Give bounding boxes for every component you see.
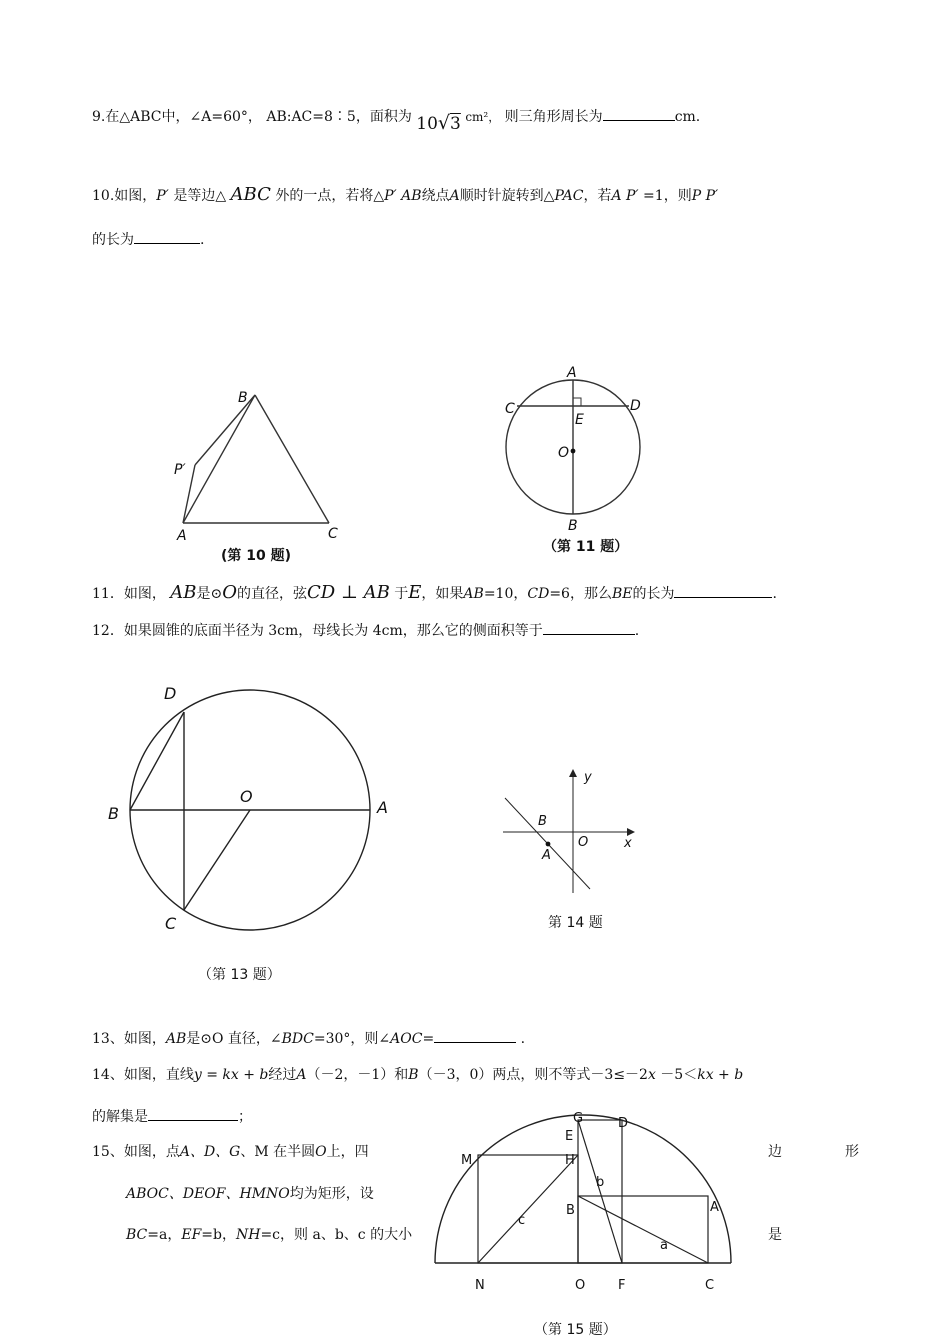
q11-text: AB — [170, 582, 197, 603]
fig15-label-b-side: b — [596, 1175, 605, 1190]
q15-text: =b， — [201, 1227, 236, 1243]
fig15-label-f: F — [618, 1278, 626, 1293]
q12-answer-blank[interactable] — [543, 620, 635, 635]
q15-text: 是 — [768, 1227, 782, 1243]
question-11 — [92, 582, 777, 603]
q10-answer-blank[interactable] — [134, 229, 200, 244]
fig10-label-c: C — [328, 526, 338, 542]
figure-11 — [495, 362, 665, 562]
fig13-caption: （第 13 题） — [198, 967, 281, 983]
q15-text: ABOC、DEOF、HMNO — [126, 1186, 290, 1202]
q14-text: kx + b — [697, 1067, 744, 1083]
q9-text: 则三角形周长为 — [500, 109, 603, 125]
fig14-point-a — [546, 842, 551, 847]
figure-14 — [495, 765, 655, 940]
q11-text: 11．如图， — [92, 586, 166, 602]
fig10-caption: (第 10 题) — [221, 548, 292, 564]
fig15-label-a-side: a — [660, 1238, 668, 1253]
q15-text: 15、如图，点 — [92, 1144, 180, 1160]
q15-text: =c，则 a、b、c 的大小 — [260, 1227, 413, 1243]
q10-text: P′ — [156, 188, 169, 204]
fig13-label-a: A — [377, 798, 388, 817]
q14-text: －5＜ — [655, 1067, 698, 1083]
fig10-label-p: P′ — [174, 462, 186, 478]
q13-text: BDC — [281, 1031, 314, 1047]
fig13-segment-db — [130, 712, 184, 810]
fig10-segment — [255, 395, 329, 523]
fig13-label-c: C — [165, 914, 177, 933]
q9-text: cm. — [674, 109, 701, 125]
fig15-label-a: A — [710, 1200, 719, 1215]
q13-text: 是⊙O 直径，∠ — [186, 1031, 282, 1047]
q14-text: （－3，0）两点，则不等式－3≤－2 — [418, 1067, 648, 1083]
q14-text: A — [296, 1067, 307, 1083]
q11-text: CD — [527, 586, 550, 602]
q13-text: AB — [165, 1031, 187, 1047]
q9-answer-blank[interactable] — [603, 106, 675, 121]
q15-text: 边 — [768, 1144, 782, 1160]
q14-text: （－2，－1）和 — [306, 1067, 409, 1083]
q10-text: P′ AB — [384, 188, 422, 204]
q15-text: NH — [235, 1227, 261, 1243]
q10-text: PAC — [554, 188, 584, 204]
q14-text: B — [408, 1067, 419, 1083]
fig11-label-c: C — [505, 401, 515, 417]
q14-text: y = kx + b — [193, 1067, 269, 1083]
q15-text: =a， — [147, 1227, 182, 1243]
q13-text: 13、如图， — [92, 1031, 166, 1047]
q10-text: 外的一点，若将△ — [270, 188, 385, 204]
question-9 — [92, 104, 701, 134]
figure-10 — [165, 380, 365, 570]
fig15-segment-nh — [478, 1155, 578, 1263]
fig10-label-b: B — [238, 390, 248, 406]
fig15-label-n: N — [475, 1278, 485, 1293]
q9-text: 9.在△ABC — [92, 109, 162, 125]
question-15 — [92, 1141, 369, 1161]
q15-text: A、D、G — [179, 1144, 241, 1160]
fig13-label-d: D — [164, 684, 177, 703]
fig11-center-dot — [571, 449, 576, 454]
q11-text: =6，那么 — [549, 586, 612, 602]
q15-text: 上，四 — [326, 1144, 369, 1160]
fig11-right-angle-mark — [573, 398, 581, 406]
q11-text: 的直径，弦 — [237, 586, 308, 602]
fig14-label-b: B — [538, 814, 547, 829]
q11-text: 于 — [394, 586, 409, 602]
fig10-segment — [183, 395, 255, 523]
q11-text: 的长为 — [632, 586, 675, 602]
fig15-label-b: B — [566, 1203, 575, 1218]
q14-text: ； — [238, 1109, 252, 1125]
q10-text: ，若 — [583, 188, 612, 204]
q10-text: ABC — [230, 184, 271, 205]
q13-text: AOC — [390, 1031, 423, 1047]
fig13-segment-oc — [184, 810, 250, 910]
q10-text: A P′ — [611, 188, 639, 204]
fig11-label-d: D — [630, 398, 641, 414]
q15-text: EF — [181, 1227, 202, 1243]
fig15-segment-bc — [578, 1196, 708, 1263]
q15-text: 均为矩形，设 — [289, 1186, 374, 1202]
figure-13 — [100, 680, 400, 990]
q14-text: 经过 — [268, 1067, 297, 1083]
q10-text: 绕点 — [421, 188, 450, 204]
fig13-label-o: O — [240, 787, 253, 806]
q14-text: 14、如图，直线 — [92, 1067, 194, 1083]
q10-text: P P′ — [691, 188, 719, 204]
fig14-label-x: x — [624, 836, 632, 851]
fig15-label-m: M — [461, 1153, 473, 1168]
q14-text: 的解集是 — [92, 1109, 148, 1125]
fig14-label-a: A — [542, 848, 551, 863]
q11-text: 是⊙ — [196, 586, 223, 602]
q10-text: A — [449, 188, 460, 204]
fig13-label-b: B — [108, 804, 119, 823]
q14-text: x — [647, 1067, 656, 1083]
q9-text: 中，∠A=60°， AB:AC=8∶5，面积为 — [161, 109, 412, 125]
q10-text: 是等边△ — [168, 188, 231, 204]
q11-text: . — [772, 586, 777, 602]
question-14-line2 — [92, 1106, 252, 1126]
q15-text: 、M 在半圆 — [240, 1144, 316, 1160]
q11-text: =10， — [483, 586, 528, 602]
fig11-caption: （第 11 题） — [543, 539, 629, 555]
fig15-label-g: G — [573, 1111, 584, 1126]
fig15-label-d: D — [618, 1116, 629, 1131]
q12-text: 12．如果圆锥的底面半径为 3cm，母线长为 4cm，那么它的侧面积等于 — [92, 623, 543, 639]
fig11-label-a: A — [567, 365, 577, 381]
fig15-label-c: C — [705, 1278, 715, 1293]
q9-area-value: 10√3 — [416, 112, 461, 134]
q10-text: =1，则 — [638, 188, 692, 204]
question-10-line2 — [92, 229, 204, 249]
q11-text: ，如果 — [421, 586, 464, 602]
fig15-label-o: O — [575, 1278, 586, 1293]
q13-answer-blank[interactable] — [434, 1028, 516, 1043]
fig11-label-o: O — [558, 445, 570, 461]
fig11-label-b: B — [568, 518, 578, 534]
fig15-label-c-side: c — [518, 1213, 526, 1228]
q11-text: E — [408, 582, 422, 603]
q10-text: 的长为 — [92, 232, 134, 248]
q10-text: 顺时针旋转到△ — [459, 188, 555, 204]
q15-text: O — [315, 1144, 327, 1160]
q15-text: 形 — [845, 1144, 859, 1160]
question-13 — [92, 1028, 525, 1048]
q11-text: O — [222, 582, 238, 603]
fig14-label-o: O — [578, 835, 589, 850]
q10-text: . — [200, 232, 205, 248]
question-15-line2 — [126, 1183, 374, 1203]
q11-answer-blank[interactable] — [674, 583, 772, 598]
q13-text: =30°，则∠ — [313, 1031, 391, 1047]
q9-unit: cm²， — [465, 110, 501, 124]
fig15-label-e: E — [565, 1129, 574, 1144]
fig15-segment-ef — [578, 1120, 622, 1263]
fig11-label-e: E — [575, 412, 584, 428]
fig15-label-h: H — [565, 1153, 575, 1168]
fig14-caption: 第 14 题 — [548, 915, 603, 931]
fig15-caption: （第 15 题） — [534, 1322, 617, 1338]
q11-text: AB — [463, 586, 484, 602]
q12-text: . — [634, 623, 640, 639]
question-12 — [92, 620, 639, 640]
question-14 — [92, 1064, 743, 1084]
q13-text: = — [422, 1031, 435, 1047]
q15-text: BC — [126, 1227, 148, 1243]
q14-answer-blank[interactable] — [148, 1106, 238, 1121]
figure-15 — [430, 1108, 745, 1344]
question-10 — [92, 184, 718, 205]
q11-text: CD ⊥ AB — [307, 582, 390, 603]
fig10-label-a: A — [177, 528, 187, 544]
q11-text: BE — [611, 586, 633, 602]
question-15-line3 — [126, 1224, 412, 1244]
q13-text: . — [516, 1031, 526, 1047]
q10-text: 10.如图， — [92, 188, 157, 204]
fig14-label-y: y — [584, 770, 592, 785]
